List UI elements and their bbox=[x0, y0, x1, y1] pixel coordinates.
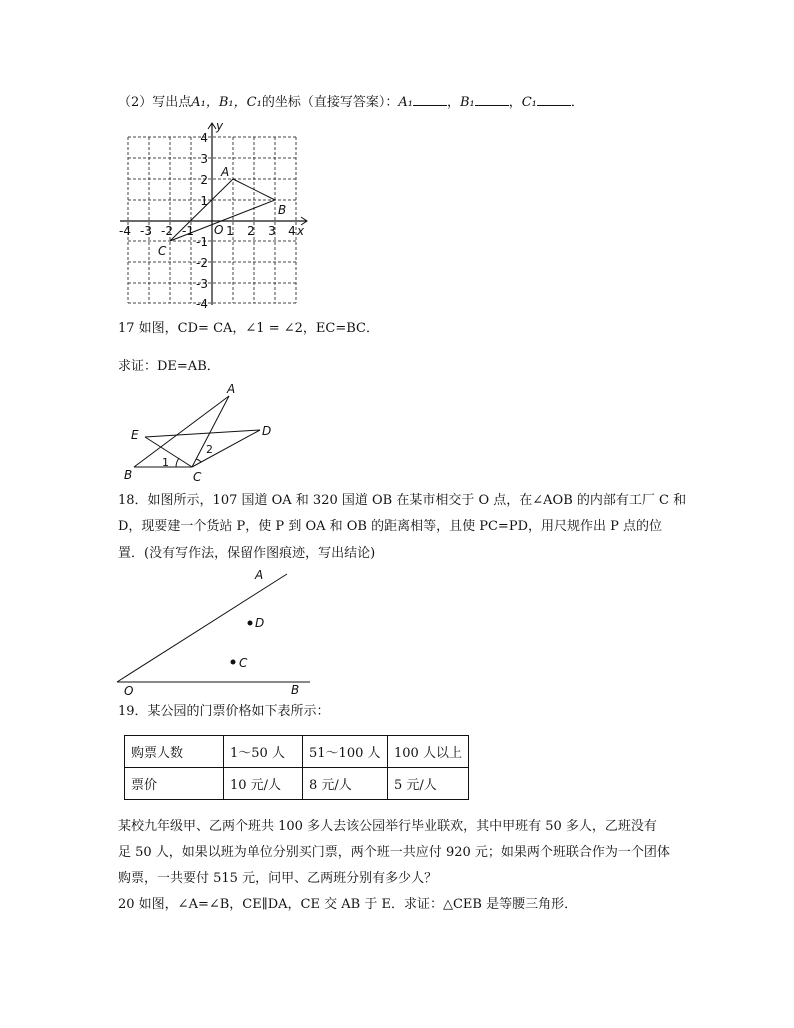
point-o-label: O bbox=[124, 684, 134, 698]
answer-label-b1: B₁ bbox=[459, 95, 475, 110]
table-cell: 5 元/人 bbox=[388, 768, 469, 800]
table-cell: 51～100 人 bbox=[303, 736, 388, 768]
table-row bbox=[125, 768, 469, 800]
point-e-label: E bbox=[131, 428, 139, 442]
point-d-dot bbox=[248, 621, 253, 626]
segment-ed bbox=[145, 430, 260, 437]
point-c-label: C bbox=[193, 470, 202, 484]
point-b-label: B bbox=[278, 203, 287, 217]
q16-points: A₁，B₁，C₁ bbox=[191, 95, 262, 110]
x-tick-label: -3 bbox=[140, 224, 152, 238]
table-cell: 100 人以上 bbox=[388, 736, 469, 768]
table-cell: 8 元/人 bbox=[303, 768, 388, 800]
y-tick-label: -2 bbox=[196, 256, 208, 270]
x-tick-label: 2 bbox=[247, 224, 255, 238]
point-b-label: B bbox=[291, 683, 300, 697]
q16-prefix: （2）写出点 bbox=[118, 95, 192, 110]
q19-intro: 19．某公园的门票价格如下表所示： bbox=[118, 704, 330, 719]
angle-2-arc bbox=[196, 459, 201, 462]
sep-1: ， bbox=[446, 95, 460, 110]
end-mark: ． bbox=[570, 95, 584, 110]
x-tick-label: -4 bbox=[119, 224, 131, 238]
ticket-price-table bbox=[124, 735, 469, 800]
y-tick-label: 3 bbox=[200, 152, 208, 166]
point-a-label: A bbox=[255, 568, 264, 582]
x-axis-label: x bbox=[297, 224, 305, 238]
y-tick-label: 2 bbox=[200, 173, 208, 187]
q17-statement: 17 如图，CD= CA，∠1 = ∠2，EC=BC． bbox=[118, 321, 379, 336]
answer-blank-a1[interactable] bbox=[413, 93, 447, 106]
coordinate-grid-figure bbox=[110, 118, 320, 318]
y-tick-label: 1 bbox=[200, 194, 208, 208]
answer-label-c1: C₁ bbox=[521, 95, 537, 110]
table-cell: 票价 bbox=[125, 768, 224, 800]
answer-blank-c1[interactable] bbox=[537, 93, 571, 106]
point-a-label: A bbox=[221, 165, 230, 179]
y-axis-label: y bbox=[216, 119, 224, 133]
x-tick-label: -2 bbox=[161, 224, 173, 238]
y-tick-label: -3 bbox=[196, 277, 208, 291]
sep-2: ， bbox=[508, 95, 522, 110]
point-a-label: A bbox=[227, 382, 236, 396]
segment-ac bbox=[192, 396, 229, 467]
x-tick-label: 4 bbox=[288, 224, 296, 238]
y-tick-label: 4 bbox=[200, 131, 208, 145]
q17-figure bbox=[118, 380, 288, 485]
x-tick-label: 3 bbox=[268, 224, 276, 238]
point-c-dot bbox=[231, 660, 236, 665]
q20-statement: 20 如图，∠A=∠B，CE∥DA，CE 交 AB 于 E．求证：△CEB 是等腰三角形． bbox=[118, 897, 578, 912]
answer-blank-b1[interactable] bbox=[475, 93, 509, 106]
x-tick-label: 1 bbox=[226, 224, 234, 238]
table-cell: 10 元/人 bbox=[224, 768, 303, 800]
point-d-label: D bbox=[262, 424, 272, 438]
table-cell: 购票人数 bbox=[125, 736, 224, 768]
point-c-label: C bbox=[158, 244, 167, 258]
q17-prove: 求证：DE=AB． bbox=[118, 359, 220, 374]
q19-paragraph-1: 某校九年级甲、乙两个班共 100 多人去该公园举行毕业联欢，其中甲班有 50 多人，乙班没有 bbox=[118, 819, 657, 834]
q16-part2-prompt bbox=[118, 93, 584, 112]
q19-paragraph-3: 购票，一共要付 515 元，问甲、乙两班分别有多少人？ bbox=[118, 871, 438, 886]
point-c-label: C bbox=[239, 656, 248, 670]
q16-middle: 的坐标（直接写答案）： bbox=[261, 95, 399, 110]
angle-1-label: 1 bbox=[162, 456, 169, 469]
angle-1-arc bbox=[176, 458, 179, 467]
y-tick-label: -4 bbox=[196, 297, 208, 311]
q18-figure bbox=[116, 565, 316, 700]
q18-line-1: 18．如图所示，107 国道 OA 和 320 国道 OB 在某市相交于 O 点，在∠AOB 的内部有工厂 C 和 bbox=[118, 493, 687, 508]
angle-2-label: 2 bbox=[206, 443, 213, 456]
origin-label: O bbox=[214, 223, 224, 237]
x-tick-label: -1 bbox=[182, 224, 194, 238]
point-b-label: B bbox=[124, 468, 133, 482]
q19-paragraph-2: 足 50 人，如果以班为单位分别买门票，两个班一共应付 920 元；如果两个班联合作为一个团体 bbox=[118, 845, 670, 860]
table-row bbox=[125, 736, 469, 768]
q18-line-3: 置．(没有写作法，保留作图痕迹，写出结论) bbox=[118, 546, 376, 561]
answer-label-a1: A₁ bbox=[398, 95, 413, 110]
table-cell: 1～50 人 bbox=[224, 736, 303, 768]
y-tick-label: -1 bbox=[196, 235, 208, 249]
segment-ab bbox=[134, 396, 229, 467]
point-d-label: D bbox=[255, 616, 265, 630]
q18-line-2: D，现要建一个货站 P，使 P 到 OA 和 OB 的距离相等，且使 PC=PD，用尺规作出 P 点的位 bbox=[118, 519, 663, 534]
